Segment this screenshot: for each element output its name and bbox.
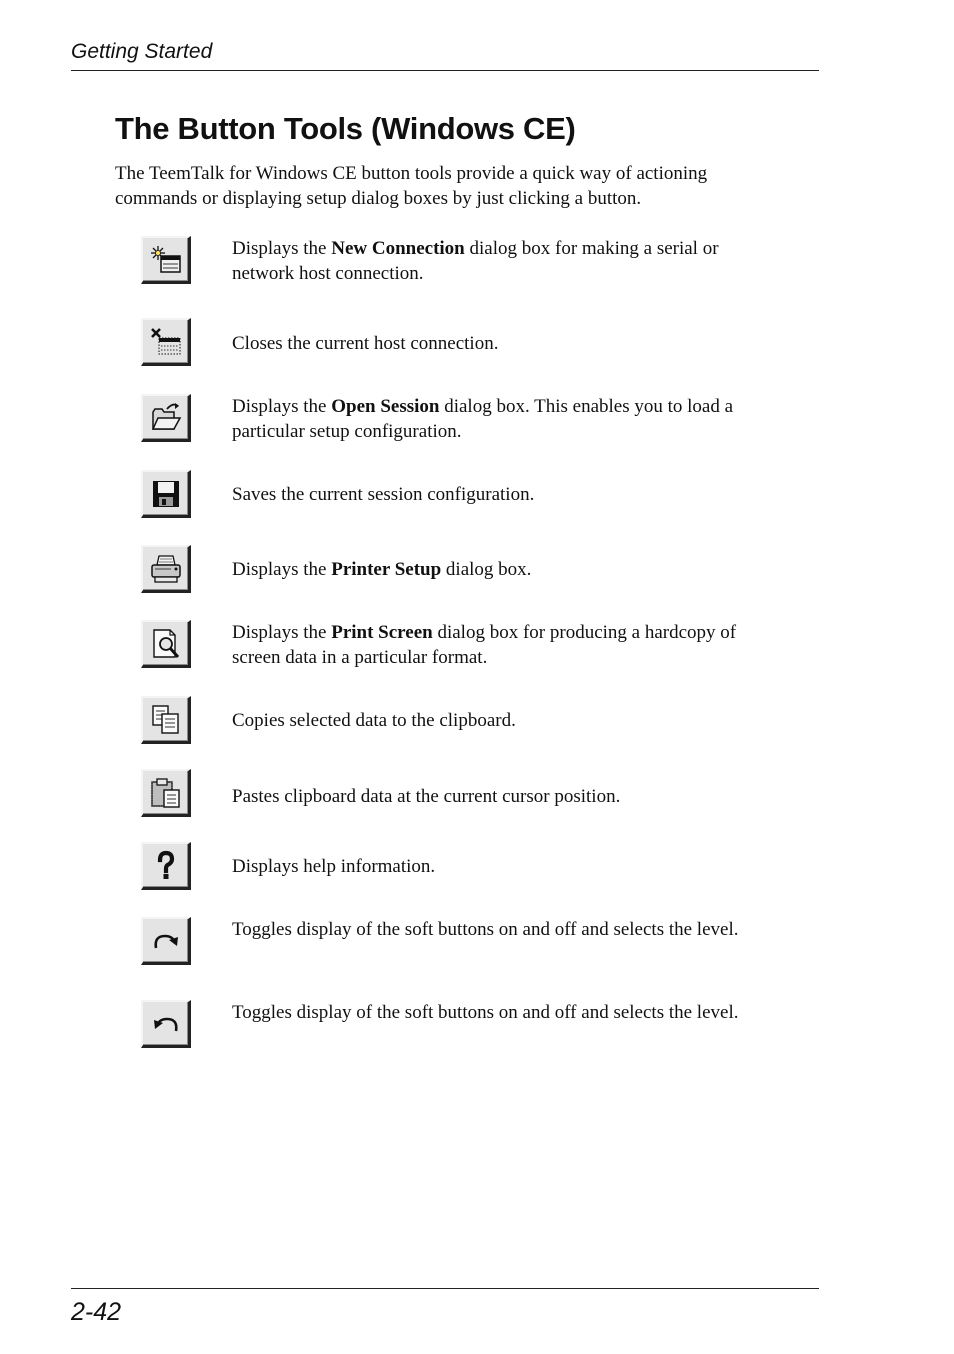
printer-setup-button[interactable] — [141, 545, 191, 593]
redo-arrow-icon — [149, 924, 183, 958]
printer-icon — [149, 552, 183, 586]
new-connection-button[interactable] — [141, 236, 191, 284]
tool-description: Displays the Print Screen dialog box for producing a hardcopy of screen data in a particular format. — [232, 622, 737, 668]
soft-buttons-back-button[interactable] — [141, 1000, 191, 1048]
tool-description: Displays the New Connection dialog box for making a serial or network host connection. — [232, 238, 719, 284]
tool-description: Toggles display of the soft buttons on and off and selects the level. — [232, 919, 739, 940]
help-button[interactable] — [141, 842, 191, 890]
tool-description: Displays the Open Session dialog box. This enables you to load a particular setup configuration. — [232, 396, 734, 442]
print-screen-button[interactable] — [141, 620, 191, 668]
header-rule — [71, 70, 819, 71]
save-disk-icon — [149, 477, 183, 511]
tool-description: Displays the Printer Setup dialog box. — [232, 559, 532, 580]
print-screen-icon — [149, 627, 183, 661]
close-connection-icon — [149, 325, 183, 359]
save-session-button[interactable] — [141, 470, 191, 518]
page-title: The Button Tools (Windows CE) — [115, 111, 576, 146]
paste-button[interactable] — [141, 769, 191, 817]
page-number: 2-42 — [71, 1298, 122, 1326]
intro-paragraph: The TeemTalk for Windows CE button tools provide a quick way of actioning commands or displaying setup dialog boxes by just clicking a button. — [115, 163, 708, 209]
tool-description: Pastes clipboard data at the current cursor position. — [232, 786, 621, 807]
open-session-button[interactable] — [141, 394, 191, 442]
copy-icon — [149, 703, 183, 737]
copy-button[interactable] — [141, 696, 191, 744]
tool-description: Displays help information. — [232, 856, 436, 877]
paste-icon — [149, 776, 183, 810]
new-connection-icon — [149, 243, 183, 277]
open-folder-icon — [149, 401, 183, 435]
help-icon — [149, 849, 183, 883]
tool-description: Closes the current host connection. — [232, 333, 499, 354]
tool-description: Copies selected data to the clipboard. — [232, 710, 516, 731]
soft-buttons-forward-button[interactable] — [141, 917, 191, 965]
tool-description: Saves the current session configuration. — [232, 484, 535, 505]
undo-arrow-icon — [149, 1007, 183, 1041]
running-head: Getting Started — [71, 40, 213, 63]
close-connection-button[interactable] — [141, 318, 191, 366]
tool-description: Toggles display of the soft buttons on and off and selects the level. — [232, 1002, 739, 1023]
footer-rule — [71, 1288, 819, 1289]
